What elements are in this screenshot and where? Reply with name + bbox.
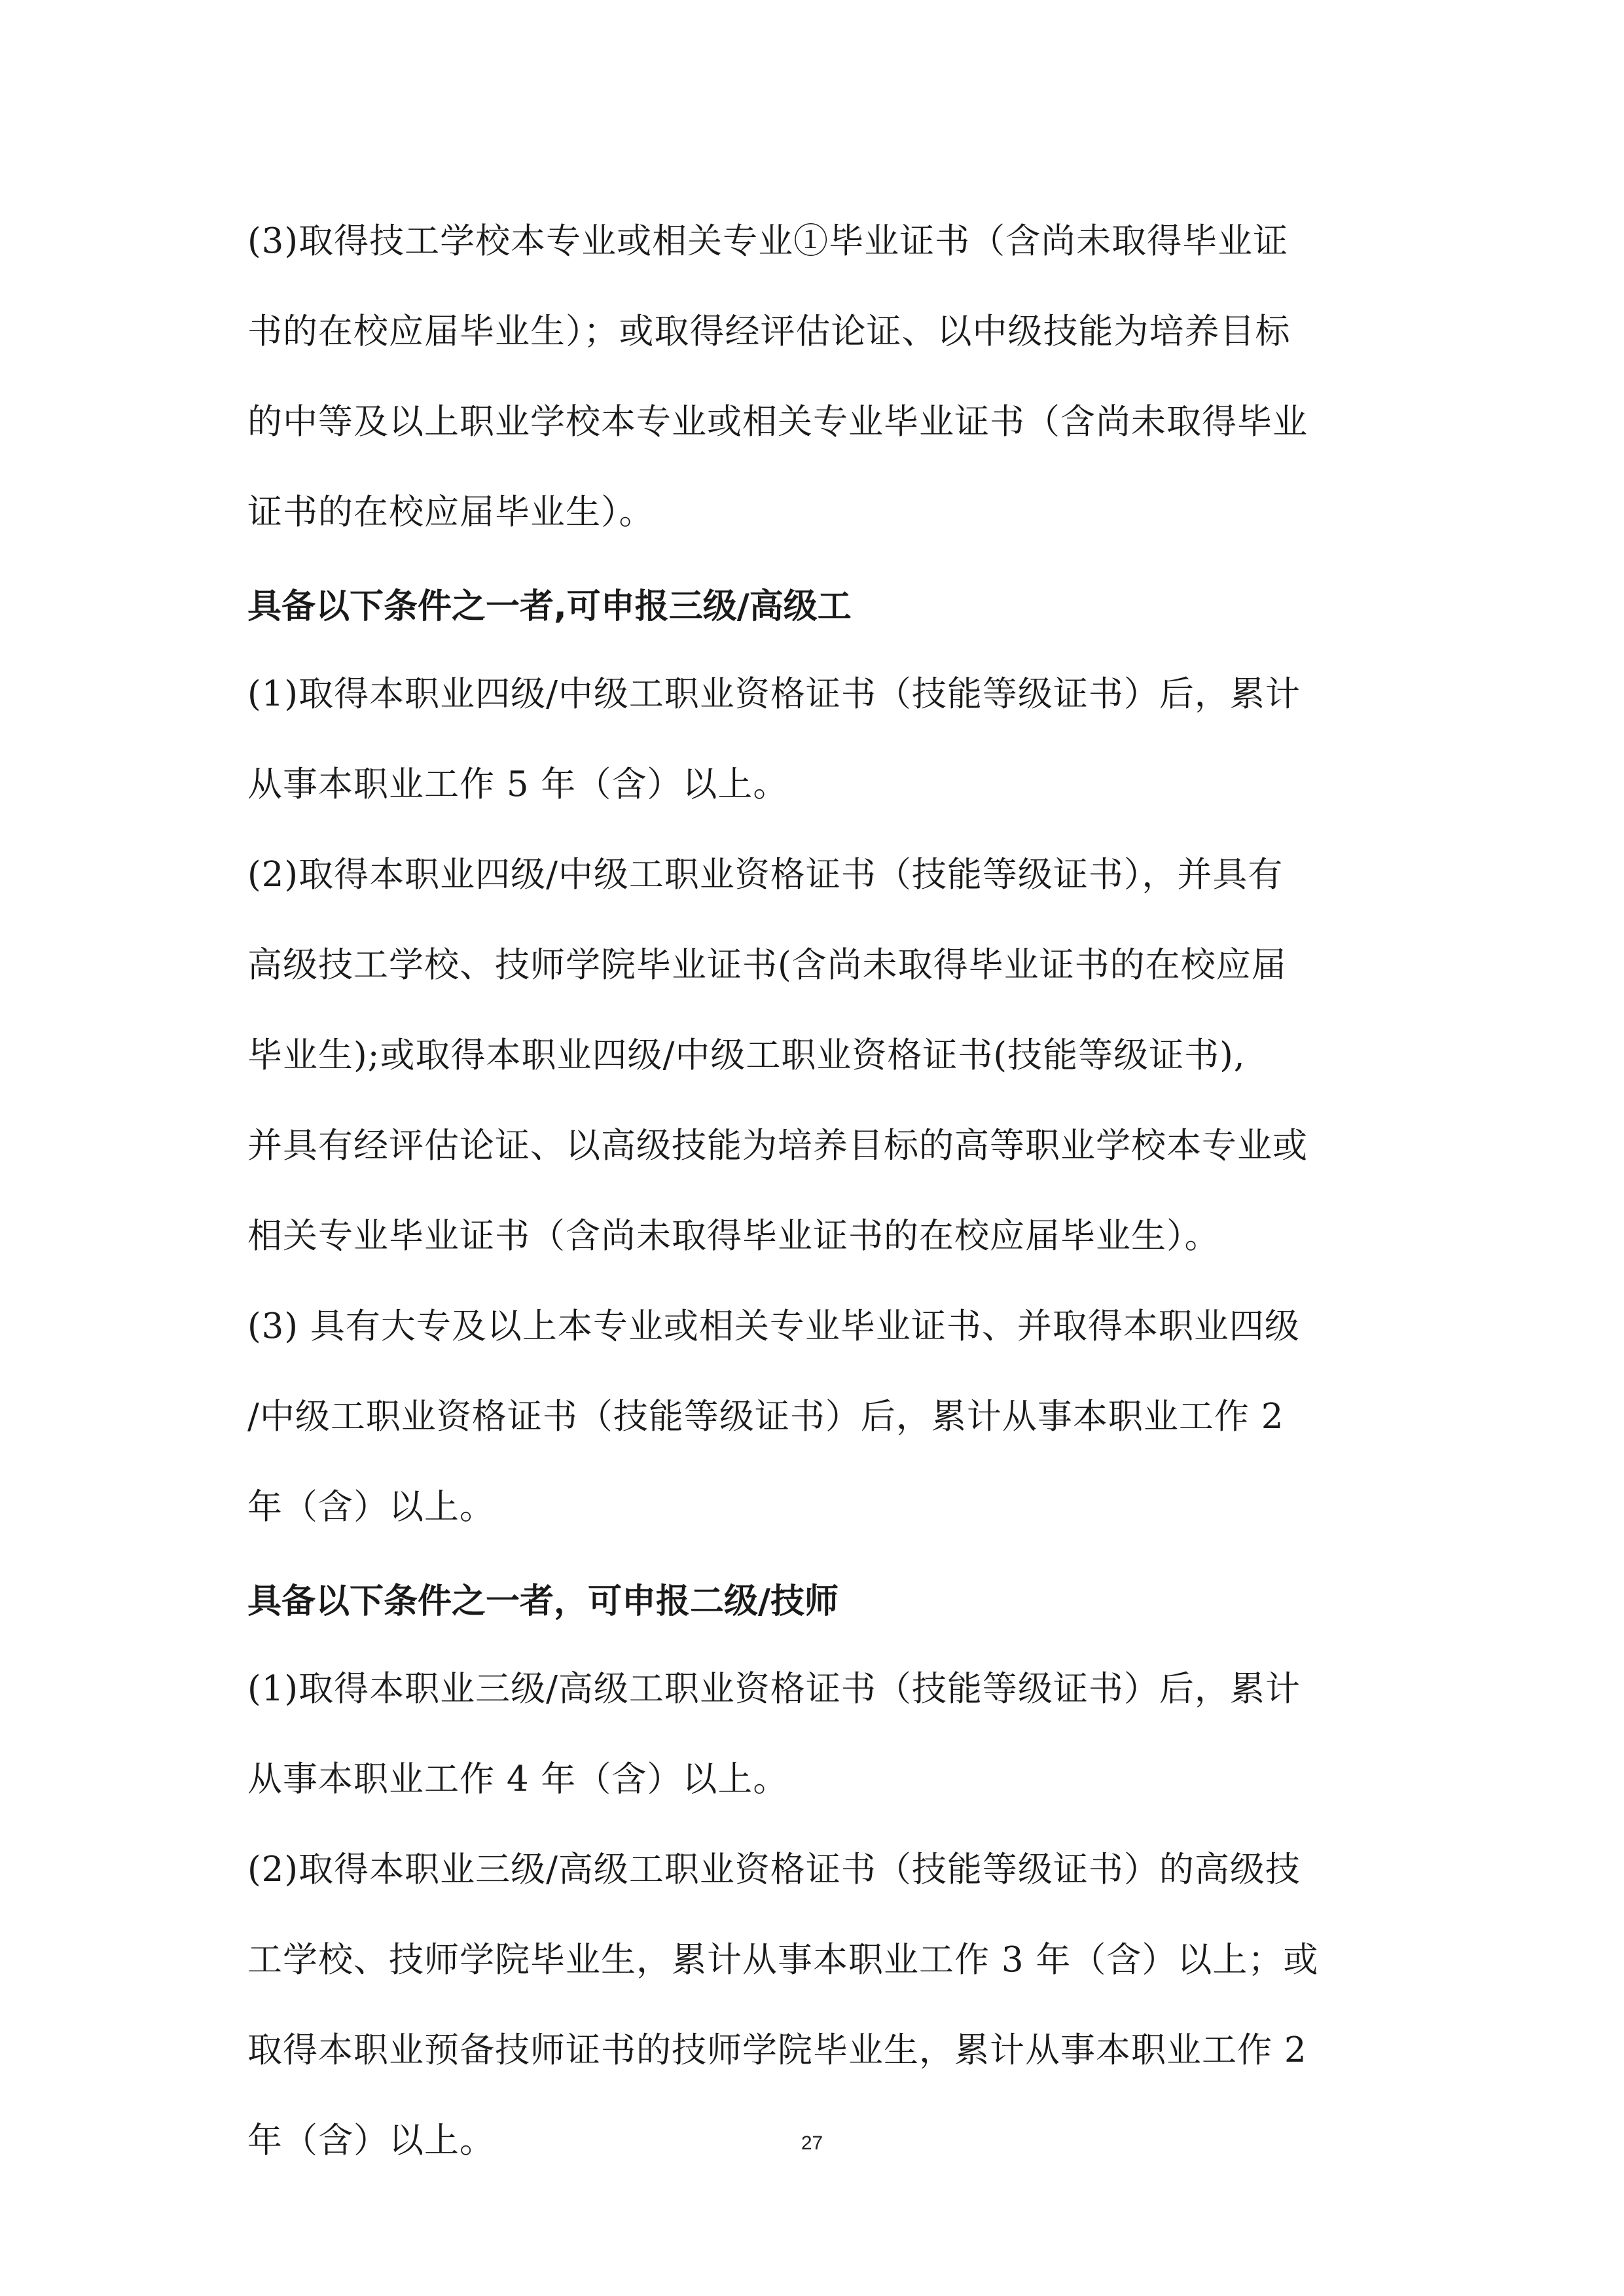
document-body [247, 196, 1386, 2186]
text-line: 并具有经评估论证、以高级技能为培养目标的高等职业学校本专业或 [247, 1126, 1308, 1166]
section-heading-level3: 具备以下条件之一者,可申报三级/高级工 [247, 587, 852, 626]
text-line: 从事本职业工作 5 年（含）以上。 [247, 764, 789, 804]
text-line: 从事本职业工作 4 年（含）以上。 [247, 1759, 789, 1799]
text-line: (2)取得本职业四级/中级工职业资格证书（技能等级证书），并具有 [247, 855, 1284, 895]
text-line: 年（含）以上。 [247, 2121, 495, 2161]
text-line: 工学校、技师学院毕业生，累计从事本职业工作 3 年（含）以上；或 [247, 1940, 1319, 1980]
text-line: (3) 具有大专及以上本专业或相关专业毕业证书、并取得本职业四级 [247, 1306, 1300, 1346]
paragraph-level4-item3 [247, 196, 1386, 558]
page-number: 27 [801, 2132, 823, 2154]
text-line: /中级工职业资格证书（技能等级证书）后，累计从事本职业工作 2 [247, 1397, 1284, 1437]
paragraph-level3-item2 [247, 830, 1386, 1282]
section-heading-level2: 具备以下条件之一者，可申报二级/技师 [247, 1582, 839, 1621]
text-line: 的中等及以上职业学校本专业或相关专业毕业证书（含尚未取得毕业 [247, 402, 1308, 442]
text-line: 高级技工学校、技师学院毕业证书(含尚未取得毕业证书的在校应届 [247, 945, 1287, 985]
text-line: 证书的在校应届毕业生）。 [247, 492, 655, 532]
text-line: 书的在校应届毕业生）；或取得经评估论证、以中级技能为培养目标 [247, 312, 1291, 351]
text-line: (1)取得本职业四级/中级工职业资格证书（技能等级证书）后，累计 [247, 674, 1301, 714]
text-line: 相关专业毕业证书（含尚未取得毕业证书的在校应届毕业生）。 [247, 1216, 1220, 1256]
text-line: 年（含）以上。 [247, 1487, 495, 1527]
text-line: 毕业生);或取得本职业四级/中级工职业资格证书(技能等级证书), [247, 1035, 1246, 1075]
text-line: 取得本职业预备技师证书的技师学院毕业生，累计从事本职业工作 2 [247, 2030, 1307, 2070]
paragraph-level2-item1 [247, 1644, 1386, 1825]
text-line: (3)取得技工学校本专业或相关专业①毕业证书（含尚未取得毕业证 [247, 221, 1289, 261]
paragraph-level3-item3 [247, 1282, 1386, 1552]
text-line: (2)取得本职业三级/高级工职业资格证书（技能等级证书）的高级技 [247, 1850, 1301, 1890]
text-line: (1)取得本职业三级/高级工职业资格证书（技能等级证书）后，累计 [247, 1669, 1301, 1709]
paragraph-level3-item1 [247, 649, 1386, 830]
